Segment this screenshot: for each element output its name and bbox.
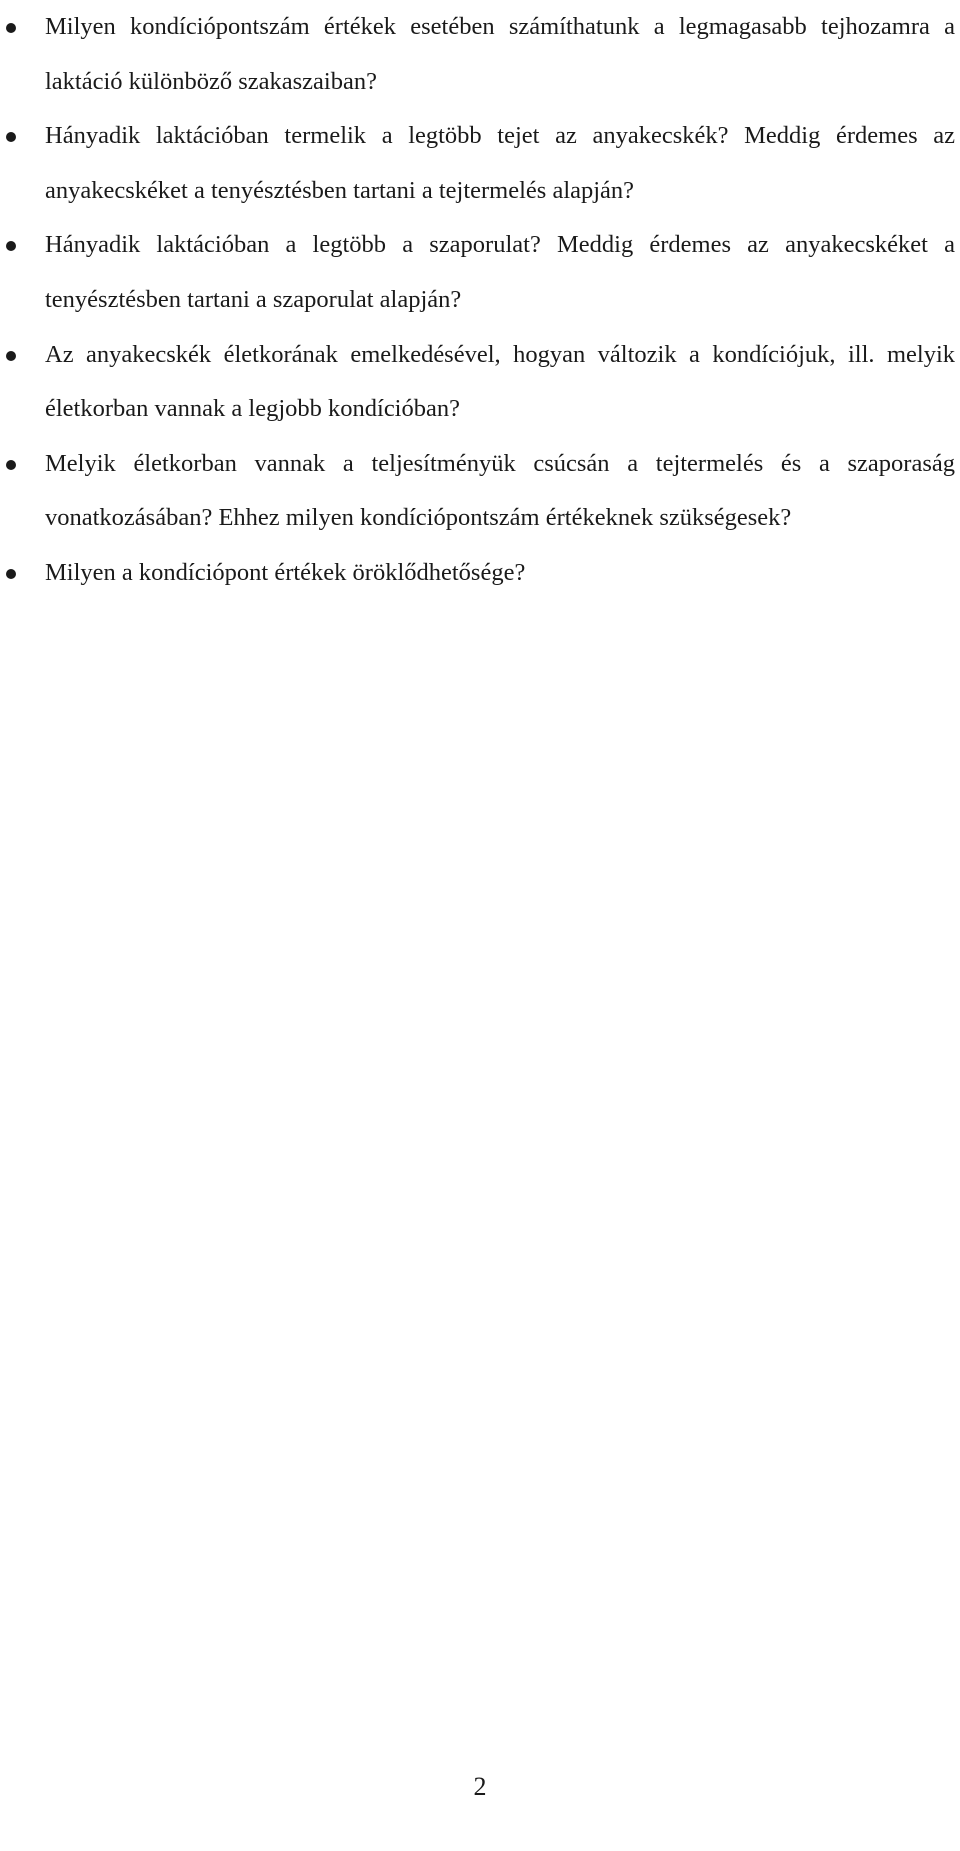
bullet-icon	[6, 132, 16, 142]
question-text: Milyen kondíciópontszám értékek esetében számíthatunk a legmagasabb tejhozamra a laktáció különböző szakaszaiban?	[45, 13, 955, 95]
bullet-icon	[6, 351, 16, 361]
list-item	[45, 328, 955, 437]
list-item	[45, 218, 955, 327]
question-text: Hányadik laktációban termelik a legtöbb tejet az anyakecskék? Meddig érdemes az anyakecskéket a tenyésztésben tartani a tejtermelés alapján?	[45, 122, 955, 204]
question-text: Hányadik laktációban a legtöbb a szaporulat? Meddig érdemes az anyakecskéket a tenyésztésben tartani a szaporulat alapján?	[45, 231, 955, 313]
question-text: Az anyakecskék életkorának emelkedésével, hogyan változik a kondíciójuk, ill. melyik életkorban vannak a legjobb kondícióban?	[45, 340, 955, 423]
list-item	[45, 546, 955, 601]
list-item	[45, 437, 955, 546]
question-text: Milyen a kondíciópont értékek öröklődhetősége?	[45, 558, 526, 586]
list-item	[45, 0, 955, 109]
list-item	[45, 109, 955, 218]
page-number: 2	[473, 1772, 487, 1801]
bullet-icon	[6, 460, 16, 470]
question-list	[45, 0, 955, 601]
bullet-icon	[6, 23, 16, 33]
question-text: Melyik életkorban vannak a teljesítményük csúcsán a tejtermelés és a szaporaság vonatkozásában? Ehhez milyen kondíciópontszám értékeknek szükségesek?	[45, 449, 955, 532]
bullet-icon	[6, 569, 16, 579]
bullet-icon	[6, 241, 16, 251]
